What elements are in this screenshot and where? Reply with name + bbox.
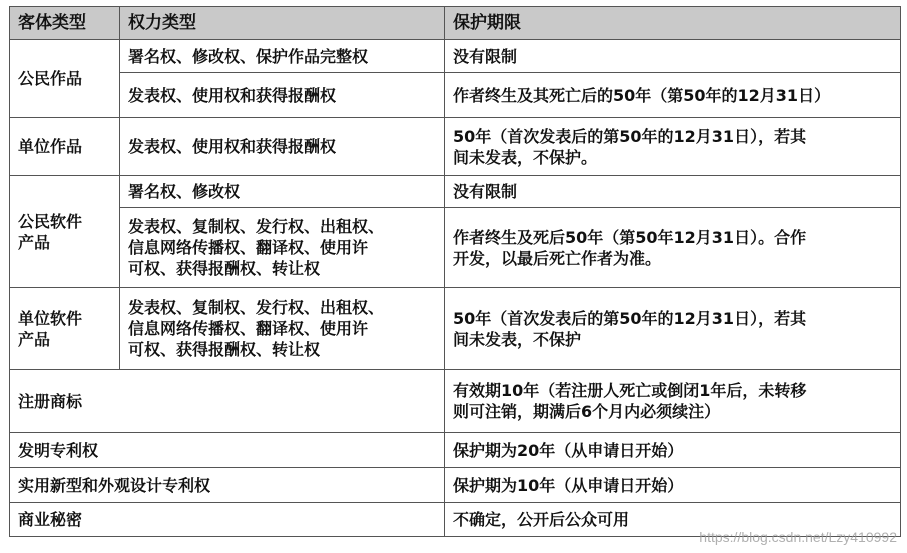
- table-row: [10, 468, 901, 503]
- term-cell: 50年（首次发表后的第50年的12月31日），若其 间未发表，不保护。: [445, 118, 901, 176]
- watermark-text: https://blog.csdn.net/Lzy410992: [699, 529, 897, 545]
- term-cell: 保护期为10年（从申请日开始）: [445, 468, 901, 503]
- rights-cell: 发表权、复制权、发行权、出租权、 信息网络传播权、翻译权、使用许 可权、获得报酬权、转让权: [120, 208, 445, 288]
- category-cell: 实用新型和外观设计专利权: [10, 468, 445, 503]
- table-row: [10, 118, 901, 176]
- term-cell: 没有限制: [445, 176, 901, 208]
- category-cell: 注册商标: [10, 370, 445, 433]
- term-cell: 作者终生及死后50年（第50年12月31日）。合作 开发，以最后死亡作者为准。: [445, 208, 901, 288]
- table-row: [10, 288, 901, 370]
- category-cell: 商业秘密: [10, 503, 445, 537]
- rights-cell: 署名权、修改权: [120, 176, 445, 208]
- term-cell: 不确定，公开后公众可用: [445, 503, 901, 537]
- table-row: [10, 176, 901, 208]
- ip-protection-table: [9, 6, 901, 537]
- category-cell: 发明专利权: [10, 433, 445, 468]
- rights-cell: 署名权、修改权、保护作品完整权: [120, 40, 445, 73]
- term-cell: 没有限制: [445, 40, 901, 73]
- term-cell: 有效期10年（若注册人死亡或倒闭1年后，未转移 则可注销，期满后6个月内必须续注）: [445, 370, 901, 433]
- table-row: [10, 370, 901, 433]
- term-cell: 保护期为20年（从申请日开始）: [445, 433, 901, 468]
- rights-cell: 发表权、使用权和获得报酬权: [120, 73, 445, 118]
- table-row: [10, 73, 901, 118]
- rights-cell: 发表权、复制权、发行权、出租权、 信息网络传播权、翻译权、使用许 可权、获得报酬权、转让权: [120, 288, 445, 370]
- category-cell: 公民作品: [10, 40, 120, 118]
- table-row: [10, 433, 901, 468]
- table-row: [10, 208, 901, 288]
- table-header-row: [10, 7, 901, 40]
- category-cell: 单位软件 产品: [10, 288, 120, 370]
- rights-cell: 发表权、使用权和获得报酬权: [120, 118, 445, 176]
- header-object-type: 客体类型: [10, 7, 120, 40]
- header-protection-term: 保护期限: [445, 7, 901, 40]
- term-cell: 作者终生及其死亡后的50年（第50年的12月31日）: [445, 73, 901, 118]
- category-cell: 公民软件 产品: [10, 176, 120, 288]
- term-cell: 50年（首次发表后的第50年的12月31日），若其 间未发表，不保护: [445, 288, 901, 370]
- header-right-type: 权力类型: [120, 7, 445, 40]
- table-row: [10, 40, 901, 73]
- category-cell: 单位作品: [10, 118, 120, 176]
